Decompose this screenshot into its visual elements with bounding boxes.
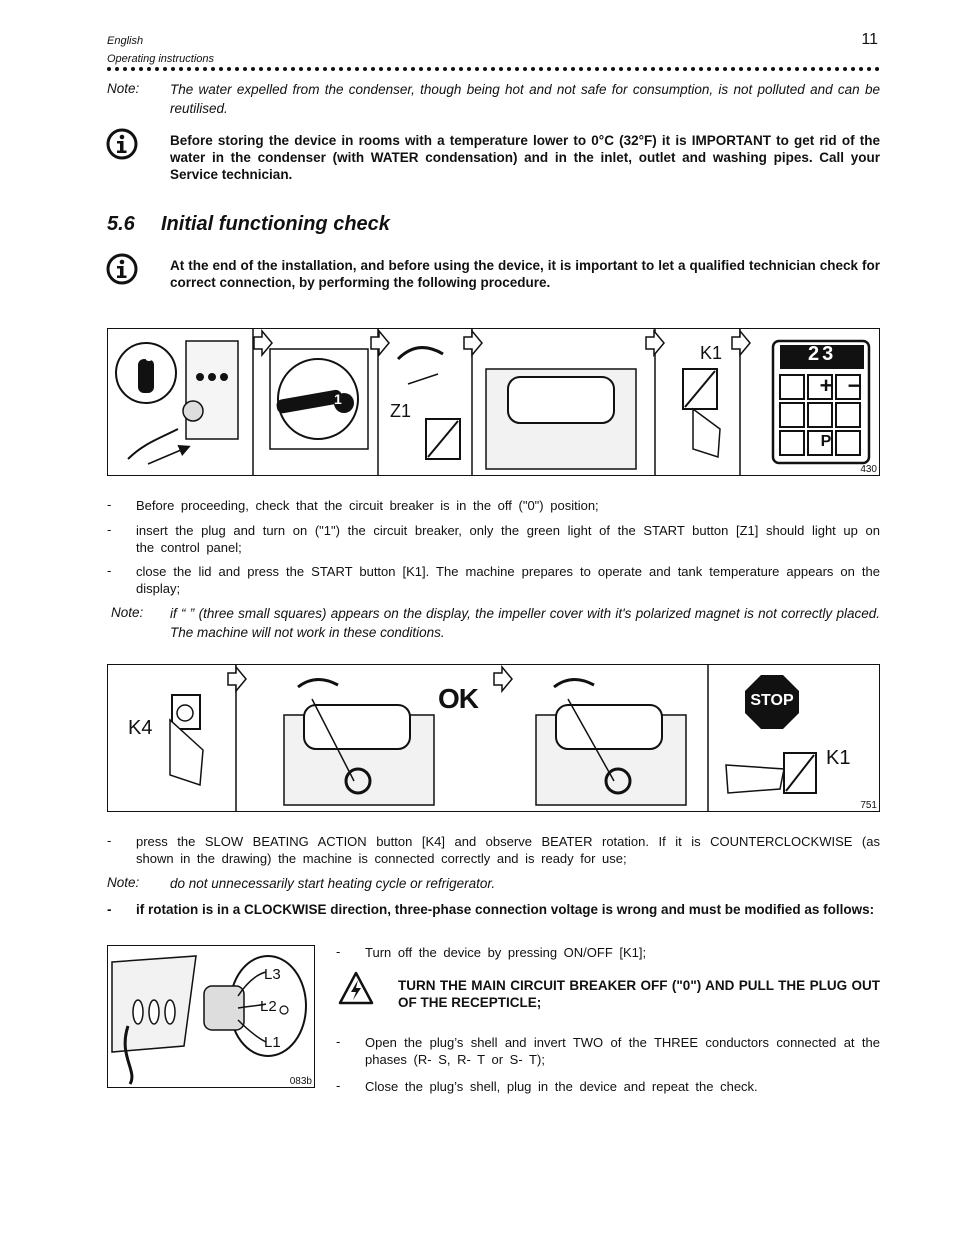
note-label: Note:	[111, 605, 144, 620]
note-label: Note:	[107, 875, 140, 890]
minus-button: −	[847, 373, 861, 398]
display-value: 23	[808, 343, 837, 365]
plus-button: +	[819, 373, 833, 398]
header-language: English	[107, 35, 144, 47]
step-text: Before proceeding, check that the circuit breaker is in the off ("0") position;	[136, 498, 599, 513]
note-text: if “ ” (three small squares) appears on the display, the impeller cover with it's polarized magnet is not correctly placed. The machine will not work in these conditions.	[170, 606, 880, 640]
bullet: -	[336, 1034, 341, 1049]
step-text: Open the plug’s shell and invert TWO of the THREE conductors connected at the phases (R- S, R- T or S- T);	[365, 1035, 880, 1067]
phase-label: L3	[264, 966, 281, 983]
info-text: At the end of the installation, and before using the device, it is important to let a qualified technician check for correct connection, by performing the following procedure.	[170, 258, 880, 290]
bullet: -	[107, 497, 112, 512]
bullet: -	[107, 902, 112, 917]
section-title: Initial functioning check	[161, 213, 390, 235]
header-rule	[107, 67, 880, 71]
k1-label: K1	[826, 747, 851, 769]
figure-id: 751	[860, 800, 877, 811]
step-text: close the lid and press the START button [K1]. The machine prepares to operate and tank temperature appears on the display;	[136, 564, 880, 596]
info-text: Before storing the device in rooms with a temperature lower to 0°C (32°F) it is IMPORTANT to get rid of the water in the condenser (with WATER condensation) and in the inlet, outlet and washing pipes. Call your Service technician.	[170, 133, 880, 182]
bullet: -	[336, 1078, 341, 1093]
section-number: 5.6	[107, 213, 135, 235]
figure-rotation-check	[107, 664, 880, 812]
step-text: Turn off the device by pressing ON/OFF [K1];	[365, 945, 647, 960]
step-text: insert the plug and turn on ("1") the circuit breaker, only the green light of the START button [Z1] should light up on the control panel;	[136, 523, 880, 555]
p-button: P	[820, 433, 832, 450]
phase-label: L1	[264, 1034, 281, 1051]
stop-sign: STOP	[750, 692, 794, 709]
figure-id: 083b	[289, 1076, 312, 1087]
high-voltage-icon	[338, 971, 374, 1010]
z1-label: Z1	[390, 401, 412, 421]
switch-on-label: 1	[334, 391, 342, 407]
header-doc-title: Operating instructions	[107, 53, 214, 65]
note-label: Note:	[107, 81, 140, 96]
k1-label: K1	[700, 343, 723, 363]
figure-plug-wiring	[107, 945, 315, 1088]
ok-label: OK	[438, 683, 478, 714]
bullet: -	[336, 944, 341, 959]
warning-step-text: if rotation is in a CLOCKWISE direction, three-phase connection voltage is wrong and must be modified as follows:	[136, 902, 875, 917]
page-number: 11	[861, 31, 878, 48]
phase-label: L2	[260, 998, 277, 1015]
bullet: -	[107, 563, 112, 578]
danger-text: TURN THE MAIN CIRCUIT BREAKER OFF ("0") AND PULL THE PLUG OUT OF THE RECEPTICLE;	[398, 978, 880, 1010]
info-icon	[106, 253, 138, 290]
figure-id: 430	[860, 464, 877, 475]
k4-label: K4	[128, 717, 153, 739]
section-heading	[107, 213, 390, 236]
figure-initial-check	[107, 328, 880, 476]
running-header	[107, 32, 214, 68]
note-text: The water expelled from the condenser, though being hot and not safe for consumption, is not polluted and can be reutilised.	[170, 82, 880, 116]
info-icon	[106, 128, 138, 165]
switch-off-label: 0	[144, 345, 155, 365]
bullet: -	[107, 833, 112, 848]
step-text: Close the plug’s shell, plug in the device and repeat the check.	[365, 1079, 758, 1094]
note-text: do not unnecessarily start heating cycle or refrigerator.	[170, 876, 496, 891]
step-text: press the SLOW BEATING ACTION button [K4] and observe BEATER rotation. If it is COUNTERCLOCKWISE (as shown in the drawing) the machine is connected correctly and is ready for use;	[136, 834, 880, 866]
bullet: -	[107, 522, 112, 537]
